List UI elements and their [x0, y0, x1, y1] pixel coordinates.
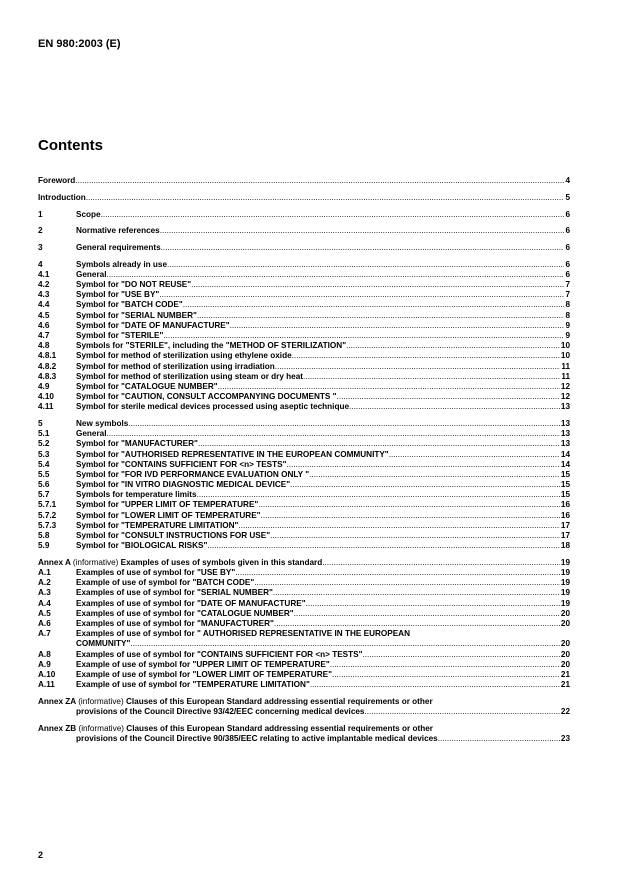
- toc-entry-3[interactable]: 3 General requirements ..... 6: [38, 243, 570, 253]
- toc-entry-4-8-1[interactable]: 4.8.1 Symbol for method of sterilization using ethylene oxide ..... 10: [38, 351, 570, 361]
- toc-entry-a-11[interactable]: A.11 Example of use of symbol for "TEMPERATURE LIMITATION" ..... 21: [38, 680, 570, 690]
- toc-entry-annex-za[interactable]: Annex ZA (informative) Clauses of this European Standard addressing essential requirements or other provisions of the Council Directive 93/42/EEC concerning medical devices ..... 22: [38, 697, 570, 717]
- toc-entry-4-6[interactable]: 4.6 Symbol for "DATE OF MANUFACTURE" ..... 9: [38, 321, 570, 331]
- toc-entry-4-11[interactable]: 4.11 Symbol for sterile medical devices processed using aseptic technique ..... 13: [38, 402, 570, 412]
- toc-entry-5-7-3[interactable]: 5.7.3 Symbol for "TEMPERATURE LIMITATION" ..... 17: [38, 521, 570, 531]
- toc-entry-a-4[interactable]: A.4 Examples of use of symbol for "DATE OF MANUFACTURE" ..... 19: [38, 598, 570, 608]
- table-of-contents: [38, 176, 570, 744]
- toc-entry-5-7-1[interactable]: 5.7.1 Symbol for "UPPER LIMIT OF TEMPERATURE" ..... 16: [38, 500, 570, 510]
- toc-entry-5-7-2[interactable]: 5.7.2 Symbol for "LOWER LIMIT OF TEMPERATURE" ..... 16: [38, 510, 570, 520]
- toc-entry-a-5[interactable]: A.5 Examples of use of symbol for "CATALOGUE NUMBER" ..... 20: [38, 609, 570, 619]
- toc-entry-5-8[interactable]: 5.8 Symbol for "CONSULT INSTRUCTIONS FOR USE" ..... 17: [38, 531, 570, 541]
- toc-entry-4-3[interactable]: 4.3 Symbol for "USE BY" ..... 7: [38, 290, 570, 300]
- toc-entry-4-1[interactable]: 4.1 General ..... 6: [38, 270, 570, 280]
- toc-entry-4-2[interactable]: 4.2 Symbol for "DO NOT REUSE" ..... 7: [38, 280, 570, 290]
- toc-entry-a-6[interactable]: A.6 Examples of use of symbol for "MANUFACTURER" ..... 20: [38, 619, 570, 629]
- toc-entry-annex-a[interactable]: Annex A (informative) Examples of uses of symbols given in this standard ..... 19: [38, 558, 570, 568]
- toc-entry-5-5[interactable]: 5.5 Symbol for "FOR IVD PERFORMANCE EVALUATION ONLY " ..... 15: [38, 470, 570, 480]
- toc-entry-4[interactable]: 4 Symbols already in use ..... 6: [38, 259, 570, 269]
- toc-entry-foreword[interactable]: Foreword ..... 4: [38, 176, 570, 186]
- toc-entry-introduction[interactable]: Introduction ..... 5: [38, 193, 570, 203]
- toc-entry-a-3[interactable]: A.3 Examples of use of symbol for "SERIAL NUMBER" ..... 19: [38, 588, 570, 598]
- toc-entry-annex-zb[interactable]: Annex ZB (informative) Clauses of this European Standard addressing essential requirements or other provisions of the Council Directive 90/385/EEC relating to active implantable medical devices ..... 23: [38, 724, 570, 744]
- toc-entry-4-7[interactable]: 4.7 Symbol for "STERILE" ..... 9: [38, 331, 570, 341]
- toc-entry-2[interactable]: 2 Normative references ..... 6: [38, 226, 570, 236]
- toc-entry-5-3[interactable]: 5.3 Symbol for "AUTHORISED REPRESENTATIVE IN THE EUROPEAN COMMUNITY" ..... 14: [38, 449, 570, 459]
- document-id: EN 980:2003 (E): [38, 38, 121, 50]
- toc-entry-4-9[interactable]: 4.9 Symbol for "CATALOGUE NUMBER" ..... 12: [38, 382, 570, 392]
- toc-entry-a-10[interactable]: A.10 Example of use of symbol for "LOWER LIMIT OF TEMPERATURE" ..... 21: [38, 670, 570, 680]
- toc-entry-4-8-3[interactable]: 4.8.3 Symbol for method of sterilization using steam or dry heat ..... 11: [38, 372, 570, 382]
- toc-entry-a-1[interactable]: A.1 Examples of use of symbol for "USE BY" ..... 19: [38, 568, 570, 578]
- toc-entry-4-8-2[interactable]: 4.8.2 Symbol for method of sterilization using irradiation ..... 11: [38, 361, 570, 371]
- toc-entry-4-5[interactable]: 4.5 Symbol for "SERIAL NUMBER" ..... 8: [38, 310, 570, 320]
- toc-entry-4-8[interactable]: 4.8 Symbols for "STERILE", including the "METHOD OF STERILIZATION" ..... 10: [38, 341, 570, 351]
- toc-entry-5-6[interactable]: 5.6 Symbol for "IN VITRO DIAGNOSTIC MEDICAL DEVICE" ..... 15: [38, 480, 570, 490]
- toc-entry-a-7[interactable]: A.7 Examples of use of symbol for " AUTHORISED REPRESENTATIVE IN THE EUROPEAN COMMUNITY" ..... 20: [38, 629, 570, 649]
- toc-entry-1[interactable]: 1 Scope ..... 6: [38, 209, 570, 219]
- toc-entry-a-8[interactable]: A.8 Examples of use of symbol for "CONTAINS SUFFICIENT FOR <n> TESTS" ..... 20: [38, 649, 570, 659]
- toc-entry-a-9[interactable]: A.9 Example of use of symbol for "UPPER LIMIT OF TEMPERATURE" ..... 20: [38, 660, 570, 670]
- page-title: Contents: [38, 137, 103, 154]
- toc-entry-5-2[interactable]: 5.2 Symbol for "MANUFACTURER" ..... 13: [38, 439, 570, 449]
- toc-entry-5[interactable]: 5 New symbols ..... 13: [38, 419, 570, 429]
- toc-entry-4-4[interactable]: 4.4 Symbol for "BATCH CODE" ..... 8: [38, 300, 570, 310]
- toc-entry-5-1[interactable]: 5.1 General ..... 13: [38, 429, 570, 439]
- toc-entry-a-2[interactable]: A.2 Example of use of symbol for "BATCH CODE" ..... 19: [38, 578, 570, 588]
- toc-entry-5-7[interactable]: 5.7 Symbols for temperature limits ..... 15: [38, 490, 570, 500]
- toc-entry-4-10[interactable]: 4.10 Symbol for "CAUTION, CONSULT ACCOMPANYING DOCUMENTS " ..... 12: [38, 392, 570, 402]
- toc-entry-5-9[interactable]: 5.9 Symbol for "BIOLOGICAL RISKS" ..... 18: [38, 541, 570, 551]
- page-number: 2: [38, 850, 44, 860]
- toc-entry-5-4[interactable]: 5.4 Symbol for "CONTAINS SUFFICIENT FOR <n> TESTS" ..... 14: [38, 460, 570, 470]
